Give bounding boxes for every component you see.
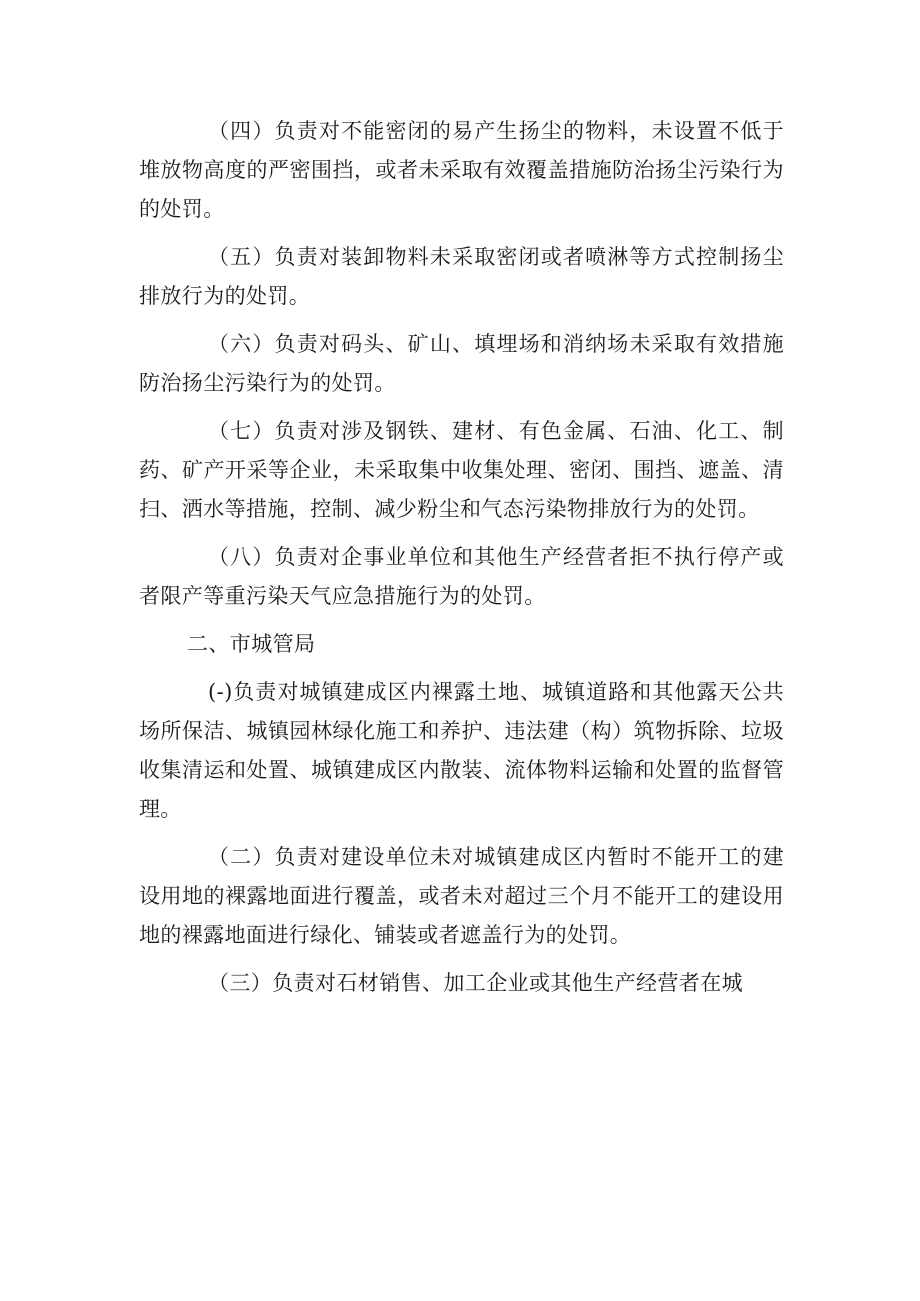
section-heading: 二、市城管局	[187, 631, 316, 656]
paragraph-item-7: （七）负责对涉及钢铁、建材、有色金属、石油、化工、制药、矿产开采等企业，未采取集中收集处理、密闭、围挡、遮盖、清扫、洒水等措施，控制、减少粉尘和气态污染物排放行为的处罚。	[139, 418, 784, 522]
paragraph-item-1: (-)负责对城镇建成区内裸露土地、城镇道路和其他露天公共场所保洁、城镇园林绿化施工和养护、违法建（构）筑物拆除、垃圾收集清运和处置、城镇建成区内散装、流体物料运输和处置的监督管理。	[139, 679, 784, 822]
document-body	[139, 112, 784, 1012]
paragraph-item-2: （二）负责对建设单位未对城镇建成区内暂时不能开工的建设用地的裸露地面进行覆盖，或者未对超过三个月不能开工的建设用地的裸露地面进行绿化、铺装或者遮盖行为的处罚。	[139, 844, 784, 948]
paragraph-item-4: （四）负责对不能密闭的易产生扬尘的物料，未设置不低于堆放物高度的严密围挡，或者未采取有效覆盖措施防治扬尘污染行为的处罚。	[139, 119, 784, 222]
paragraph-item-8: （八）负责对企事业单位和其他生产经营者拒不执行停产或者限产等重污染天气应急措施行为的处罚。	[139, 545, 784, 609]
paragraph-item-5: （五）负责对装卸物料未采取密闭或者喷淋等方式控制扬尘排放行为的处罚。	[139, 245, 784, 309]
paragraph-item-3: （三）负责对石材销售、加工企业或其他生产经营者在城	[208, 971, 743, 996]
paragraph-item-6: （六）负责对码头、矿山、填埋场和消纳场未采取有效措施防治扬尘污染行为的处罚。	[139, 332, 784, 396]
